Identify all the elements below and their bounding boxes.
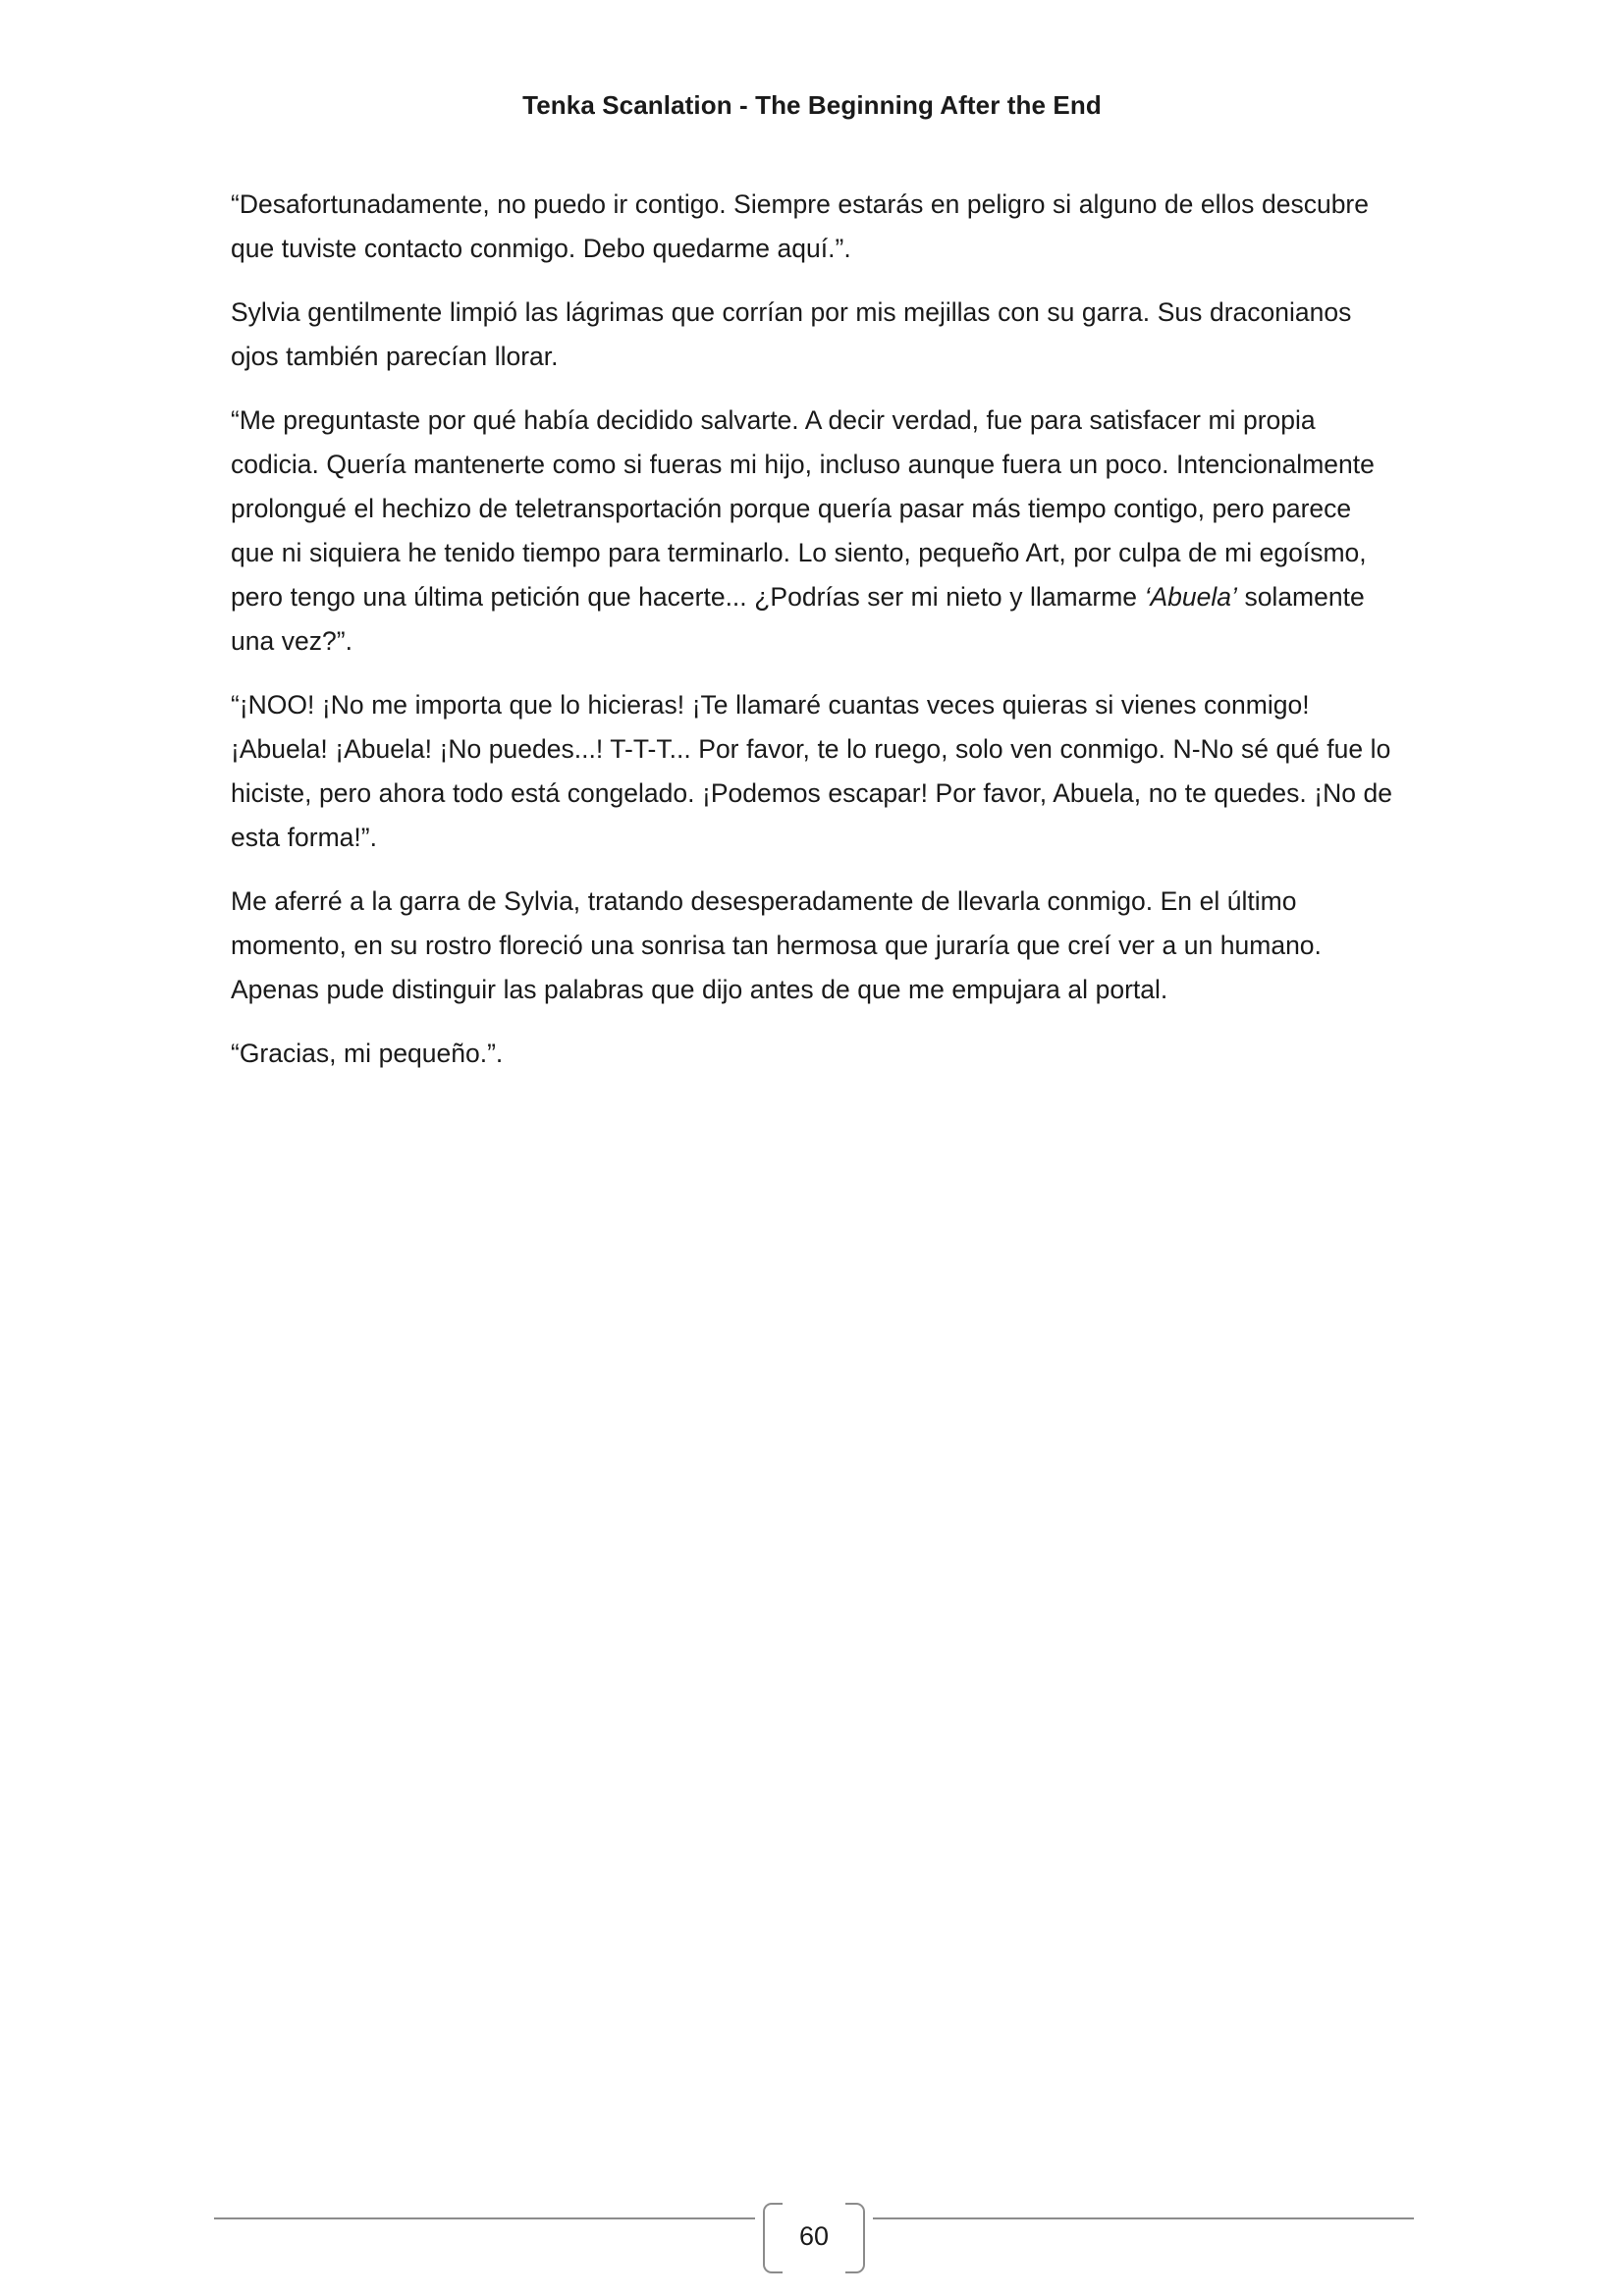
footer-rule-left (214, 2217, 755, 2219)
paragraph-2: Sylvia gentilmente limpió las lágrimas que corrían por mis mejillas con su garra. Sus draconianos ojos también parecían llorar. (231, 297, 1352, 371)
paragraph-3 (231, 399, 1395, 664)
paragraph-1: “Desafortunadamente, no puedo ir contigo. Siempre estarás en peligro si alguno de ellos descubre que tuviste contacto conmigo. Debo quedarme aquí.”. (231, 189, 1369, 263)
running-header: Tenka Scanlation - The Beginning After the End (522, 90, 1102, 120)
footer-inner (214, 2201, 1414, 2289)
page-number: 60 (798, 2220, 830, 2251)
paragraph-3-italic-abuela: ‘Abuela’ (1144, 582, 1237, 612)
page-footer (0, 2201, 1624, 2289)
right-bracket-icon (845, 2203, 865, 2273)
paragraph-4: “¡NOO! ¡No me importa que lo hicieras! ¡Te llamaré cuantas veces quieras si vienes conmigo! ¡Abuela! ¡Abuela! ¡No puedes...! T-T-T... Por favor, te lo ruego, solo ven conmigo. N-No sé qué fue lo hiciste, pero ahora todo está congelado. ¡Podemos escapar! Por favor, Abuela, no te quedes. ¡No de esta forma!”. (231, 690, 1393, 852)
body-text-block (231, 183, 1395, 1076)
paragraph-3-text-before-italic: “Me preguntaste por qué había decidido salvarte. A decir verdad, fue para satisfacer mi propia codicia. Quería mantenerte como si fueras mi hijo, incluso aunque fuera un poco. Intencionalmente prolongué el hechizo de teletransportación porque quería pasar más tiempo contigo, pero parece que ni siquiera he tenido tiempo para terminarlo. Lo siento, pequeño Art, por culpa de mi egoísmo, pero tengo una última petición que hacerte... ¿Podrías ser mi nieto y llamarme (231, 405, 1375, 612)
left-bracket-icon (763, 2203, 783, 2273)
paragraph-3-text-after-italic: solamente una vez?”. (231, 582, 1365, 656)
paragraph-5: Me aferré a la garra de Sylvia, tratando desesperadamente de llevarla conmigo. En el último momento, en su rostro floreció una sonrisa tan hermosa que juraría que creí ver a un humano. Apenas pude distinguir las palabras que dijo antes de que me empujara al portal. (231, 886, 1322, 1004)
paragraph-6: “Gracias, mi pequeño.”. (231, 1039, 504, 1068)
page-number-ornament (755, 2201, 873, 2289)
footer-rule-right (873, 2217, 1414, 2219)
